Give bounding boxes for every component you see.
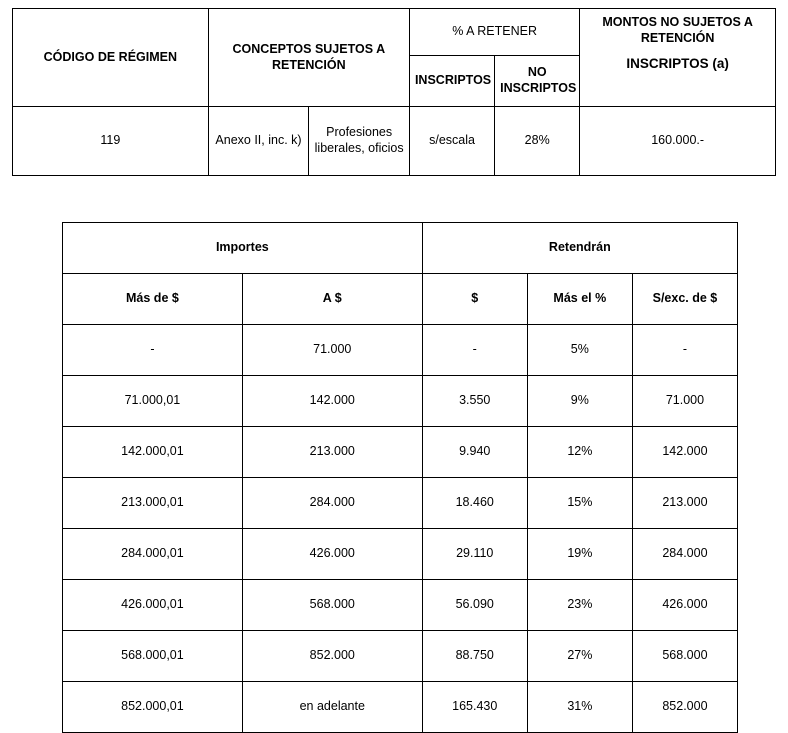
cell-mas-de: 852.000,01 xyxy=(63,682,243,733)
cell-a: 213.000 xyxy=(242,427,422,478)
escala-table-container xyxy=(62,222,738,733)
cell-excedente: 852.000 xyxy=(632,682,737,733)
cell-porcentaje: 9% xyxy=(527,376,632,427)
cell-mas-de: 426.000,01 xyxy=(63,580,243,631)
cell-monto: - xyxy=(422,325,527,376)
cell-codigo: 119 xyxy=(13,107,209,176)
column-header-a: A $ xyxy=(242,274,422,325)
header-montos-no-sujetos-text: MONTOS NO SUJETOS A RETENCIÓN xyxy=(602,15,753,45)
cell-mas-de: 142.000,01 xyxy=(63,427,243,478)
table-row xyxy=(63,580,738,631)
cell-concepto-anexo: Anexo II, inc. k) xyxy=(208,107,309,176)
cell-excedente: 568.000 xyxy=(632,631,737,682)
column-header-mas-el-porcentaje: Más el % xyxy=(527,274,632,325)
cell-a: 852.000 xyxy=(242,631,422,682)
escala-column-header-row xyxy=(63,274,738,325)
column-header-mas-de: Más de $ xyxy=(63,274,243,325)
table-header-row-1 xyxy=(13,9,776,56)
cell-mas-de: 568.000,01 xyxy=(63,631,243,682)
escala-group-header-row xyxy=(63,223,738,274)
column-header-s-exc-de: S/exc. de $ xyxy=(632,274,737,325)
cell-a: 284.000 xyxy=(242,478,422,529)
cell-monto: 18.460 xyxy=(422,478,527,529)
header-inscriptos-a: INSCRIPTOS (a) xyxy=(626,56,729,72)
cell-a: 142.000 xyxy=(242,376,422,427)
cell-porcentaje: 15% xyxy=(527,478,632,529)
table-row xyxy=(63,376,738,427)
cell-monto: 9.940 xyxy=(422,427,527,478)
cell-mas-de: 71.000,01 xyxy=(63,376,243,427)
group-header-retendran: Retendrán xyxy=(422,223,737,274)
cell-monto: 56.090 xyxy=(422,580,527,631)
header-inscriptos: INSCRIPTOS xyxy=(409,56,494,107)
table-row xyxy=(63,478,738,529)
header-porcentaje-a-retener: % A RETENER xyxy=(409,9,579,56)
cell-excedente: 71.000 xyxy=(632,376,737,427)
cell-inscriptos: s/escala xyxy=(409,107,494,176)
table-row xyxy=(63,529,738,580)
cell-excedente: 142.000 xyxy=(632,427,737,478)
table-row xyxy=(63,427,738,478)
header-conceptos-sujetos: CONCEPTOS SUJETOS A RETENCIÓN xyxy=(208,9,409,107)
cell-mas-de: 213.000,01 xyxy=(63,478,243,529)
cell-mas-de: 284.000,01 xyxy=(63,529,243,580)
cell-excedente: 426.000 xyxy=(632,580,737,631)
column-header-monto: $ xyxy=(422,274,527,325)
cell-porcentaje: 5% xyxy=(527,325,632,376)
cell-concepto-detalle: Profesiones liberales, oficios xyxy=(309,107,410,176)
cell-a: 568.000 xyxy=(242,580,422,631)
table-row xyxy=(63,631,738,682)
cell-excedente: 284.000 xyxy=(632,529,737,580)
retencion-summary-table xyxy=(12,8,776,176)
cell-porcentaje: 31% xyxy=(527,682,632,733)
cell-porcentaje: 27% xyxy=(527,631,632,682)
cell-excedente: - xyxy=(632,325,737,376)
header-no-inscriptos: NO INSCRIPTOS xyxy=(495,56,580,107)
header-codigo-regimen: CÓDIGO DE RÉGIMEN xyxy=(13,9,209,107)
cell-a: 426.000 xyxy=(242,529,422,580)
cell-porcentaje: 19% xyxy=(527,529,632,580)
group-header-importes: Importes xyxy=(63,223,423,274)
table-row xyxy=(13,107,776,176)
cell-monto: 3.550 xyxy=(422,376,527,427)
cell-no-inscriptos: 28% xyxy=(495,107,580,176)
cell-mas-de: - xyxy=(63,325,243,376)
cell-monto: 88.750 xyxy=(422,631,527,682)
cell-a: en adelante xyxy=(242,682,422,733)
cell-monto: 165.430 xyxy=(422,682,527,733)
header-montos-no-sujetos xyxy=(580,9,776,107)
cell-excedente: 213.000 xyxy=(632,478,737,529)
retencion-summary-table-container xyxy=(12,8,776,176)
table-row xyxy=(63,682,738,733)
cell-porcentaje: 12% xyxy=(527,427,632,478)
cell-montos-no-sujetos: 160.000.- xyxy=(580,107,776,176)
cell-porcentaje: 23% xyxy=(527,580,632,631)
table-row xyxy=(63,325,738,376)
cell-a: 71.000 xyxy=(242,325,422,376)
cell-monto: 29.110 xyxy=(422,529,527,580)
escala-table xyxy=(62,222,738,733)
